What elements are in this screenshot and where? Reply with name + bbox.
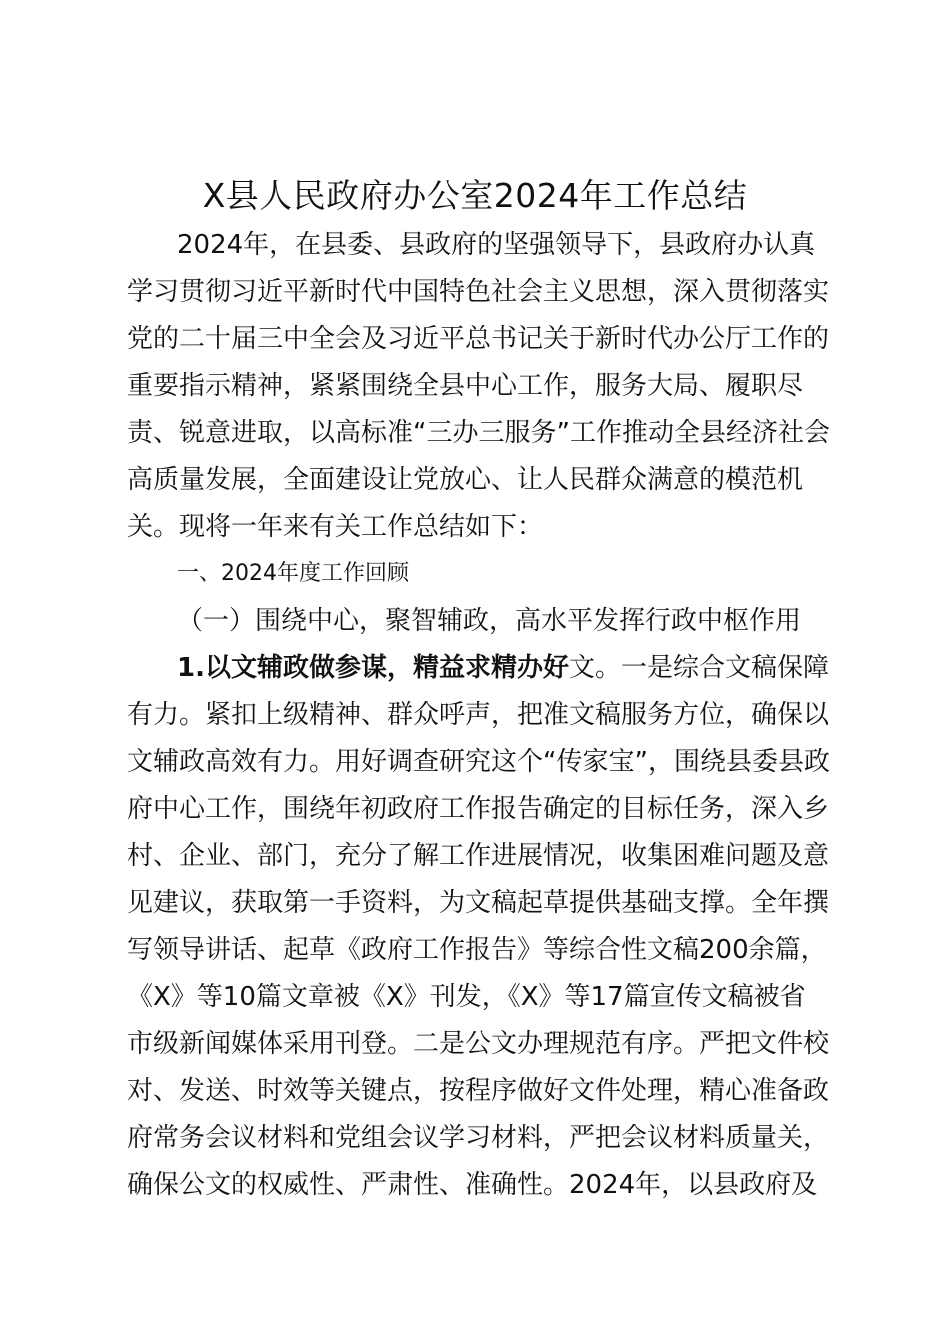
body-line: 有力。紧扣上级精神、群众呼声，把准文稿服务方位，确保以: [127, 700, 830, 730]
intro-line: 关。现将一年来有关工作总结如下：: [127, 512, 544, 542]
section-heading: 一、2024年度工作回顾: [177, 561, 409, 586]
body-line: 对、发送、时效等关键点，按程序做好文件处理，精心准备政: [127, 1076, 830, 1106]
body-line: 《X》等10篇文章被《X》刊发，《X》等17篇宣传文稿被省: [127, 982, 806, 1012]
body-line: 市级新闻媒体采用刊登。二是公文办理规范有序。严把文件校: [127, 1029, 830, 1059]
item-heading-line: [177, 649, 829, 687]
intro-line: 责、锐意进取，以高标准“三办三服务”工作推动全县经济社会: [127, 418, 830, 448]
intro-line: 党的二十届三中全会及习近平总书记关于新时代办公厅工作的: [127, 324, 830, 354]
body-line: 文辅政高效有力。用好调查研究这个“传家宝”，围绕县委县政: [127, 747, 830, 777]
body-line: 府中心工作，围绕年初政府工作报告确定的目标任务，深入乡: [127, 794, 830, 824]
intro-line: 学习贯彻习近平新时代中国特色社会主义思想，深入贯彻落实: [127, 277, 830, 307]
intro-line: 重要指示精神，紧紧围绕全县中心工作，服务大局、履职尽: [127, 371, 804, 401]
body-line: 村、企业、部门，充分了解工作进展情况，收集困难问题及意: [127, 841, 830, 871]
intro-line: 2024年，在县委、县政府的坚强领导下，县政府办认真: [177, 230, 816, 260]
subsection-heading: （一）围绕中心，聚智辅政，高水平发挥行政中枢作用: [177, 606, 802, 636]
body-line: 见建议，获取第一手资料，为文稿起草提供基础支撑。全年撰: [127, 888, 830, 918]
body-line: 确保公文的权威性、严肃性、准确性。2024年，以县政府及: [127, 1170, 818, 1200]
body-line: 写领导讲话、起草《政府工作报告》等综合性文稿200余篇，: [127, 935, 827, 965]
item-bold-heading: 1.以文辅政做参谋，精益求精办好: [177, 653, 569, 683]
document-title: X县人民政府办公室2024年工作总结: [202, 176, 748, 215]
intro-line: 高质量发展，全面建设让党放心、让人民群众满意的模范机: [127, 465, 804, 495]
item-heading-rest: 文。一是综合文稿保障: [568, 653, 829, 683]
body-line: 府常务会议材料和党组会议学习材料，严把会议材料质量关，: [127, 1123, 830, 1153]
